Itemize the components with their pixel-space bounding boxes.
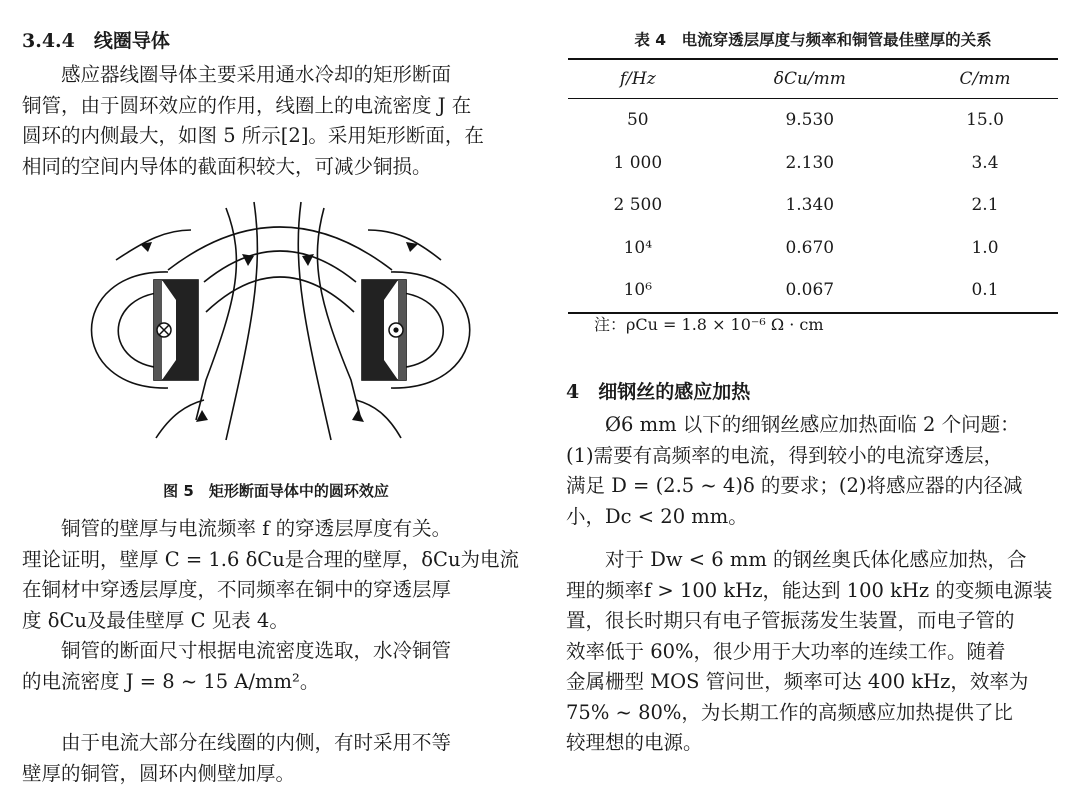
- table-cell: 2.1: [971, 195, 999, 216]
- table-cell: 9.530: [785, 110, 835, 131]
- paragraph-frequency-power: [566, 545, 1060, 759]
- text-line: 金属栅型 MOS 管问世，频率可达 400 kHz，效率为: [566, 670, 1029, 693]
- section-heading-4: 4 细钢丝的感应加热: [566, 381, 751, 403]
- text-line: 在铜材中穿透层厚度，不同频率在铜中的穿透层厚: [22, 578, 452, 601]
- paragraph-coil-conductor: [22, 60, 530, 182]
- text-line: 相同的空间内导体的截面积较大，可减少铜损。: [22, 154, 432, 178]
- table-cell: 1.0: [971, 237, 999, 258]
- column-header: δCu/mm: [708, 59, 912, 99]
- ring-outer-arc: [168, 227, 392, 270]
- paragraph-wall-thickness: [22, 514, 530, 636]
- text-line: 的电流密度 J = 8 ~ 15 A/mm²。: [22, 669, 320, 693]
- text-line: Ø6 mm 以下的细钢丝感应加热面临 2 个问题：: [605, 413, 1020, 436]
- table-cell: 50: [626, 110, 649, 131]
- table-cell: 1 000: [613, 152, 663, 173]
- text-line: 圆环的内侧最大，如图 5 所示[2]。采用矩形断面，在: [22, 124, 484, 147]
- text-line: 感应器线圈导体主要采用通水冷却的矩形断面: [61, 63, 452, 86]
- text-line: 理的频率f > 100 kHz，能达到 100 kHz 的变频电源装: [566, 578, 1053, 602]
- table-cell: 2 500: [613, 195, 663, 216]
- data-table: [568, 58, 1058, 314]
- text-line: 理论证明，壁厚 C = 1.6 δCu是合理的壁厚，δCu为电流: [22, 547, 520, 571]
- text-line: 小，Dc < 20 mm。: [566, 504, 748, 528]
- table-row: [568, 184, 1058, 227]
- table-header-row: [568, 59, 1058, 99]
- paragraph-current-density: [22, 636, 530, 697]
- text-line: 较理想的电源。: [566, 731, 703, 754]
- paragraph-fine-wire-problems: [566, 410, 1060, 532]
- field-line: [368, 230, 441, 260]
- table-row: [568, 227, 1058, 270]
- table-cell: 0.1: [912, 269, 1058, 313]
- table-note: 注：ρCu = 1.8 × 10⁻⁶ Ω · cm: [594, 315, 824, 334]
- column-header: C/mm: [912, 59, 1058, 99]
- figure-caption: 图 5 矩形断面导体中的圆环效应: [163, 482, 389, 500]
- column-header: f/Hz: [568, 59, 708, 99]
- table-cell: 10⁶: [568, 269, 708, 313]
- text-line: 度 δCu及最佳壁厚 C 见表 4。: [22, 608, 289, 632]
- table-cell: 1.340: [785, 195, 835, 216]
- text-line: 置，很长时期只有电子管振荡发生装置，而电子管的: [566, 609, 1015, 632]
- table-cell: 10⁴: [623, 237, 653, 258]
- table-row: [568, 269, 1058, 313]
- table-cell: 0.670: [785, 237, 835, 258]
- text-line: (1)需要有高频率的电流，得到较小的电流穿透层，: [566, 443, 1004, 467]
- text-line: 满足 D = (2.5 ~ 4)δ 的要求；(2)将感应器的内径减: [566, 474, 1023, 497]
- text-line: 壁厚的铜管，圆环内侧壁加厚。: [22, 761, 296, 785]
- paragraph-unequal-wall: [22, 728, 530, 789]
- field-line: [196, 208, 236, 420]
- text-line: 由于电流大部分在线圈的内侧，有时采用不等: [61, 731, 452, 754]
- text-line: 对于 Dw < 6 mm 的钢丝奥氏体化感应加热，合: [605, 548, 1027, 571]
- text-line: 铜管的壁厚与电流频率 f 的穿透层厚度有关。: [61, 517, 452, 540]
- field-line: [356, 400, 401, 438]
- arrow-icon: [242, 254, 254, 266]
- left-conductor: [154, 280, 198, 380]
- figure-ring-effect: [56, 200, 506, 450]
- ring-inner-arc: [206, 277, 354, 312]
- field-line: [298, 202, 331, 440]
- table-cell: 0.067: [708, 269, 912, 313]
- section-heading-3-4-4: 3.4.4 线圈导体: [22, 30, 170, 52]
- table-row: [568, 142, 1058, 185]
- field-line: [116, 230, 191, 260]
- field-line: [226, 202, 257, 440]
- text-line: 75% ~ 80%，为长期工作的高频感应加热提供了比: [566, 700, 1013, 724]
- arrow-icon: [352, 410, 364, 422]
- table-cell: 15.0: [966, 110, 1004, 131]
- table-title: 表 4 电流穿透层厚度与频率和铜管最佳壁厚的关系: [634, 31, 992, 49]
- table-cell: 2.130: [785, 152, 835, 173]
- text-line: 铜管，由于圆环效应的作用，线圈上的电流密度 J 在: [22, 93, 472, 117]
- table-cell: 3.4: [971, 152, 999, 173]
- text-line: 效率低于 60%，很少用于大功率的连续工作。随着: [566, 639, 1006, 663]
- text-line: 铜管的断面尺寸根据电流密度选取，水冷铜管: [61, 639, 452, 662]
- right-conductor: [362, 280, 406, 380]
- ring-effect-diagram: [56, 200, 506, 450]
- arrow-icon: [302, 254, 314, 266]
- table-row: [568, 99, 1058, 142]
